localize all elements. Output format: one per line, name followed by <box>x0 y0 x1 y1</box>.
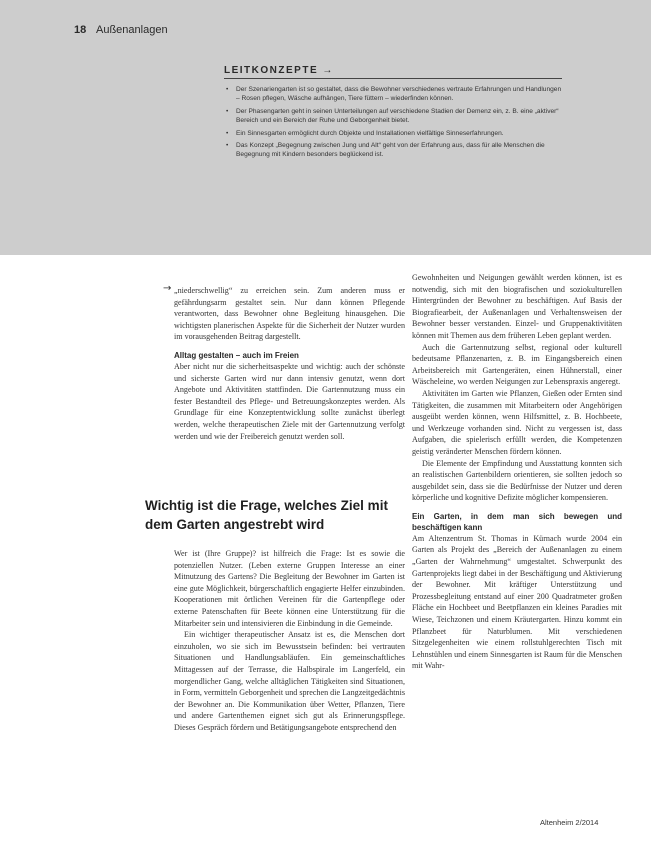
paragraph: Die Elemente der Empfindung und Ausstattung konnten sich an realistischen Gartenbildern orientieren, sie sollten jedoch so ausgebildet sein, dass sie die Bedürfnisse der Nutzer und deren körperliche und kognitive Defizite möglicher kompensieren. <box>412 458 622 503</box>
continuation-arrow-icon: → <box>163 283 172 294</box>
section-title: Außenanlagen <box>96 24 168 36</box>
page-number: 18 <box>74 24 87 36</box>
paragraph: Ein wichtiger therapeutischer Ansatz ist es, die Menschen dort einzuholen, wo sie sich im Bewusstsein befinden: bei vertrauten Situationen und Handlungsabläufen. Ein gemeinschaftliches Mittagessen auf der Terrasse, die Halbspirale im Langerfeld, ein morgendlicher Gang, welche alltäglichen Tätigkeiten sind Situationen, in Form, vermitteln Geborgenheit und sprechen die Langzeitgedächtnis der Bewohner an. Die Kommunikation über Wetter, Pflanzen, Tiere und andere Gartenthemen eignet sich gut als Erinnerungspflege. Dieses Gespräch fördern und Betätigungsangebote entsprechend den <box>174 630 405 732</box>
list-item: • Das Konzept „Begegnung zwischen Jung und Alt“ geht von der Erfahrung aus, dass für alle Menschen die Begegnung mit Kindern besonders beglückend ist. <box>224 141 562 160</box>
box-list <box>224 85 562 160</box>
column-left-bottom <box>174 548 405 734</box>
column-left-top <box>174 285 405 442</box>
subheading: Alltag gestalten – auch im Freien <box>174 350 299 360</box>
paragraph: „niederschwellig“ zu erreichen sein. Zum anderen muss er gefährdungsarm gestaltet sein. Nur dann können Pflegende verantworten, dass Bewohner ohne Begleitung hinausgehen. Die wichtigsten planerischen Aspekte für die Sicherheit der Nutzer wurden im vorausgehenden Beitrag dargestellt. <box>174 286 405 342</box>
paragraph: Wer ist (Ihre Gruppe)? ist hilfreich die Frage: Ist es sowie die potenziellen Nutzer. (Leben externe Gruppen Interesse an einer Mitnutzung des Gartens? Die Begleitung der Bewohner im Garten ist eine gute Möglichkeit, bürgerschaftlich engagierte Helfer einzubinden. Kooperationen mit örtlichen Vereinen für die Gartenpflege oder externe Patenschaften für Beete können eine Unterstützung für die Mitarbeiter sein und intensivieren die Einbindung in die Gemeinde. <box>174 549 405 628</box>
paragraph: Aktivitäten im Garten wie Pflanzen, Gießen oder Ernten sind Tätigkeiten, die zusammen mit Mitarbeitern oder Angehörigen ausgeübt werden können, wenn Hilfsmittel, z. B. Hochbeete, und Werkzeuge vorhanden sind. Nicht zu vergessen ist, dass Aufgaben, die spielerisch erfüllt werden, die Kompetenzen geistig veränderter Menschen fördern können. <box>412 388 622 456</box>
footer-source: Altenheim 2/2014 <box>540 818 599 827</box>
list-item: • Der Szenariengarten ist so gestaltet, dass die Bewohner verschiedenes vertraute Erfahrungen und Handlungen – Rosen pflegen, Wäsche aufhängen, Tiere füttern – wiederfinden können. <box>224 85 562 104</box>
subheading: Ein Garten, in dem man sich bewegen und beschäftigen kann <box>412 511 622 532</box>
list-item: • Der Phasengarten geht in seinen Unterteilungen auf verschiedene Stadien der Demenz ein, z. B. eine „aktiver“ Bereich und ein Bereich der Ruhe und Geborgenheit bietet. <box>224 107 562 126</box>
column-right <box>412 272 622 672</box>
paragraph: Aber nicht nur die sicherheitsaspekte und wichtig: auch der schönste und sicherste Garten wird nur dann intensiv genutzt, wenn dort Angebote und Aktivitäten stattfinden. Die Gartennutzung muss ein fester Bestandteil des Pflege- und Betreuungskonzeptes werden. Als Grundlage für eine Konzeptentwicklung sollte zunächst überlegt werden, welche therapeutischen Ziele mit der Gartennutzung verfolgt werden und wie der Freibereich genutzt werden soll. <box>174 361 405 441</box>
pull-quote: Wichtig ist die Frage, welches Ziel mit dem Garten angestrebt wird <box>145 498 388 532</box>
list-item: • Ein Sinnesgarten ermöglicht durch Objekte und Installationen vielfältige Sinneserfahrungen. <box>224 129 562 138</box>
leitkonzepte-box <box>224 65 562 163</box>
paragraph: Am Altenzentrum St. Thomas in Kürnach wurde 2004 ein Garten als Projekt des „Bereich der Außenanlagen zu einem „Garten der Wahrnehmung“ umgestaltet. Schwerpunkt des Gartenprojekts liegt dabei in der Beschäftigung und Aktivierung der Bewohner. Mit kräftiger Unterstützung und Prozessbegleitung entstand auf einer 200 Quadratmeter großen Fläche ein Hochbeet und Beetpflanzen ein kleines Paradies mit Wiese, Teichzonen und einem Kräutergarten. Hinzu kommt ein Pflanzbeet für Naturblumen. Mit verschiedenen Sitzgelegenheiten wie einem rollstuhlgerechten Tisch mit Lehnstühlen und einem Sinnesgarten ist Raum für die Menschen mit Wahr- <box>412 533 622 671</box>
paragraph: Auch die Gartennutzung selbst, regional oder kulturell bedeutsame Pflanzenarten, z. B. im Eingangsbereich einen Arbeitsbereich mit Gartengeräten, einen Hühnerstall, einer Wäscheleine, wo werden Neigungen zur Lebenspraxis angeregt. <box>412 342 622 387</box>
paragraph: Gewohnheiten und Neigungen gewählt werden können, ist es notwendig, sich mit den biografischen und soziokulturellen Hintergründen der Bewohner zu beschäftigen. Auf Basis der Biografiearbeit, der Außenanlagen und Verhaltensweisen der Bewohner besser verstanden. Einzel- und Gruppenaktivitäten können mit Themen aus dem früheren Leben geplant werden. <box>412 273 622 340</box>
box-title: LEITKONZEPTE → <box>224 65 562 79</box>
